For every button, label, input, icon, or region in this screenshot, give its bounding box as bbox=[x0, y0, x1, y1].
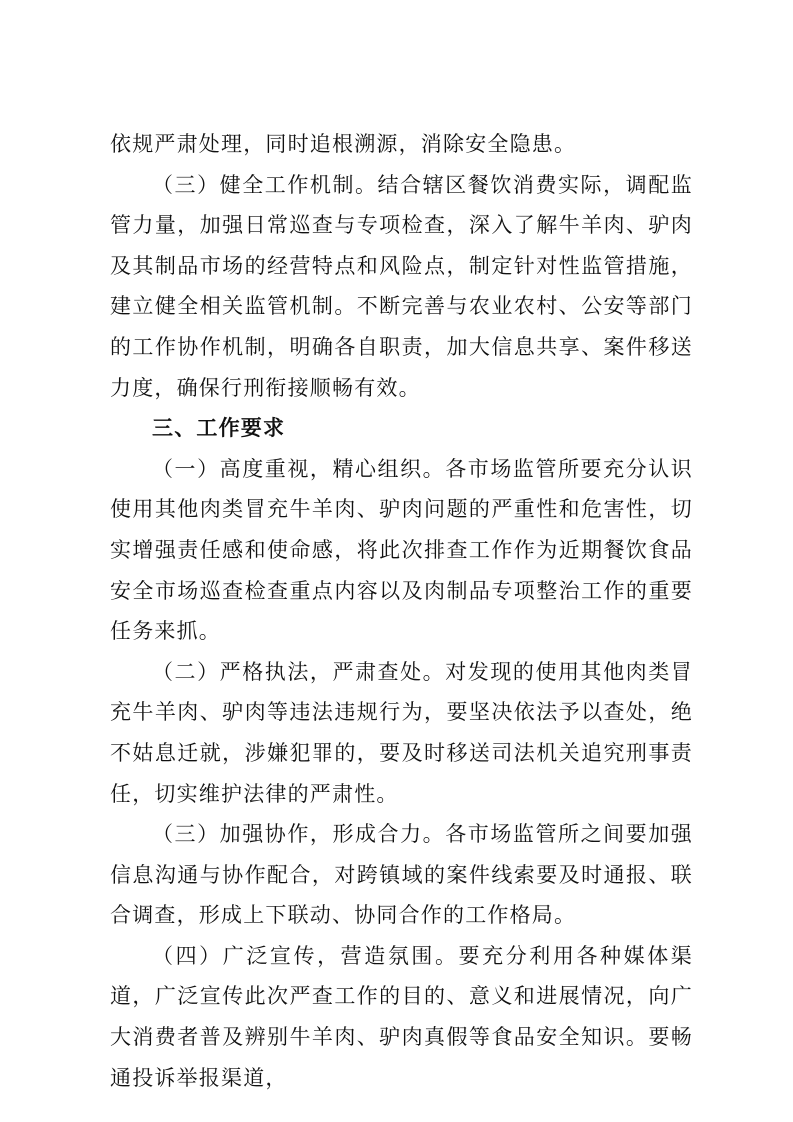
paragraph-strict-enforcement: （二）严格执法，严肃查处。对发现的使用其他肉类冒充牛羊肉、驴肉等违法违规行为，要坚决依法予以查处，绝不姑息迁就，涉嫌犯罪的，要及时移送司法机关追究刑事责任，切实维护法律的严肃性。 bbox=[110, 659, 693, 806]
paragraph-publicity: （四）广泛宣传，营造氛围。要充分利用各种媒体渠道，广泛宣传此次严查工作的目的、意义和进展情况，向广大消费者普及辨别牛羊肉、驴肉真假等食品安全知识。要畅通投诉举报渠道， bbox=[110, 943, 693, 1090]
continuation-paragraph: 依规严肃处理，同时追根溯源，消除安全隐患。 bbox=[110, 132, 577, 156]
document-body bbox=[110, 124, 693, 1098]
paragraph-improve-mechanism: （三）健全工作机制。结合辖区餐饮消费实际，调配监管力量，加强日常巡查与专项检查，深入了解牛羊肉、驴肉及其制品市场的经营特点和风险点，制定针对性监管措施，建立健全相关监管机制。不断完善与农业农村、公安等部门的工作协作机制，明确各自职责，加大信息共享、案件移送力度，确保行刑衔接顺畅有效。 bbox=[110, 172, 693, 400]
paragraph-attach-importance: （一）高度重视，精心组织。各市场监管所要充分认识使用其他肉类冒充牛羊肉、驴肉问题的严重性和危害性，切实增强责任感和使命感，将此次排查工作作为近期餐饮食品安全市场巡查检查重点内容以及肉制品专项整治工作的重要任务来抓。 bbox=[110, 456, 693, 644]
paragraph-strengthen-cooperation: （三）加强协作，形成合力。各市场监管所之间要加强信息沟通与协作配合，对跨镇域的案件线索要及时通报、联合调查，形成上下联动、协同合作的工作格局。 bbox=[110, 822, 693, 928]
section-heading-work-requirements: 三、工作要求 bbox=[152, 416, 286, 441]
